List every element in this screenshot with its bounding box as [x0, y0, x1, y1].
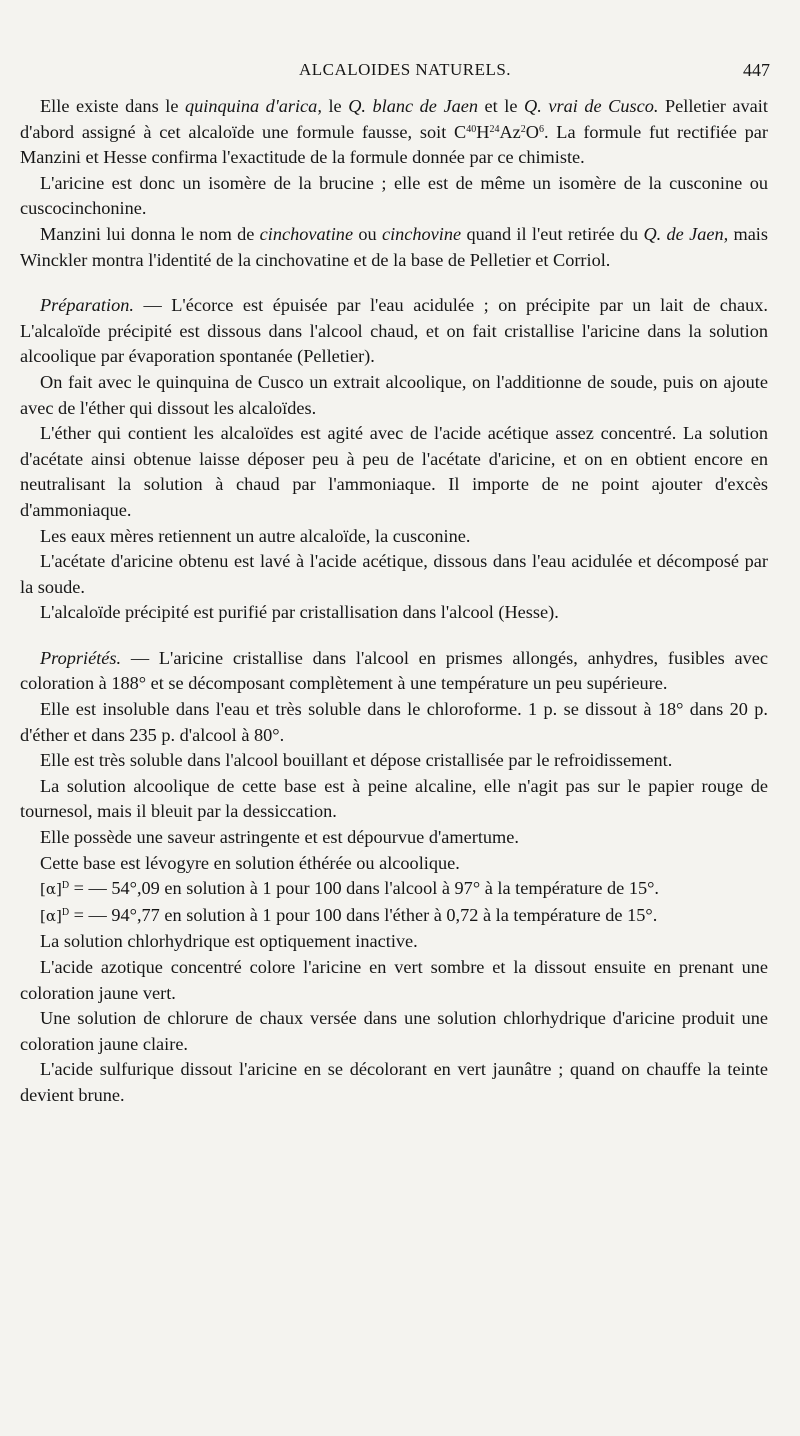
text-run: La solution alcoolique de cette base est à peine alcaline, elle n'agit pas sur le papier rouge de tournesol, mais il bleuit par la dessiccation.	[20, 775, 768, 822]
paragraph-p20	[20, 1006, 768, 1057]
text-run: mais Winckler montra l'identité de la cinchovatine et de la base de Pelletier et Corriol.	[20, 223, 769, 270]
paragraph-p9	[20, 600, 768, 626]
text-run: Une solution de chlorure de chaux versée dans une solution chlorhydrique d'aricine produit une coloration jaune claire.	[20, 1008, 768, 1054]
superscript: D	[61, 880, 70, 892]
text-run: L'acide sulfurique dissout l'aricine en se décolorant en vert jaunâtre ; quand on chauffe la teinte devient brune.	[20, 1059, 768, 1105]
superscript: 2	[520, 123, 526, 135]
text-run: H	[476, 121, 490, 142]
paragraph-p13	[20, 774, 768, 825]
text-run: L'acétate d'aricine obtenu est lavé à l'acide acétique, dissous dans l'eau acidulée et décomposé par la soude.	[20, 551, 768, 597]
text-run: ou	[353, 223, 382, 244]
text-run: quand il l'eut retirée du	[461, 223, 644, 244]
text-run: et le	[477, 96, 525, 116]
paragraph-p8	[20, 549, 768, 600]
body-text	[20, 94, 768, 1109]
superscript: 24	[489, 123, 500, 135]
text-run: La solution chlorhydrique est optiquement inactive.	[40, 931, 418, 952]
paragraph-p12	[20, 748, 768, 774]
text-run: L'aricine est donc un isomère de la brucine ; elle est de même un isomère de la cusconine ou cuscocinchonine.	[20, 172, 768, 219]
paragraph-p5	[20, 370, 768, 421]
paragraph-p6	[20, 421, 768, 523]
text-run: Elle est très soluble dans l'alcool bouillant et dépose cristallisée par le refroidissement.	[40, 750, 673, 771]
italic-text: Q. vrai de Cusco.	[524, 96, 659, 116]
paragraph-p1	[20, 94, 768, 171]
text-run: On fait avec le quinquina de Cusco un extrait alcoolique, on l'additionne de soude, puis on ajoute avec de l'éther qui dissout les alcaloïdes.	[20, 371, 768, 418]
paragraph-p10	[20, 646, 768, 697]
text-run: Elle possède une saveur astringente et est dépourvue d'amertume.	[40, 827, 519, 848]
text-run: O	[525, 121, 539, 142]
italic-text: cinchovine	[381, 223, 462, 244]
text-run: L'alcaloïde précipité est purifié par cristallisation dans l'alcool (Hesse).	[40, 602, 559, 623]
paragraph-p18	[20, 929, 768, 955]
italic-text: Propriétés.	[40, 647, 122, 668]
superscript: D	[61, 906, 70, 918]
text-run: = — 54°,09 en solution à 1 pour 100 dans l'alcool à 97° à la température de 15°.	[69, 878, 660, 899]
text-run: L'acide azotique concentré colore l'aricine en vert sombre et la dissout ensuite en prenant une coloration jaune vert.	[20, 957, 768, 1003]
italic-text: cinchovatine	[259, 223, 354, 244]
running-head	[40, 60, 770, 84]
text-run: L'éther qui contient les alcaloïdes est agité avec de l'acide acétique assez concentré. La solution d'acétate ainsi obtenue laisse déposer peu à peu de l'acétate d'aricine, et on en obtient encore en neutralisant la solution à chaud par l'ammoniaque. Il importe de ne point ajouter d'excès d'ammoniaque.	[20, 423, 768, 520]
text-run: Az	[499, 121, 521, 142]
rotation-symbol: [α]	[40, 906, 62, 925]
italic-text: Q. de Jaen,	[643, 223, 729, 244]
paragraph-p14	[20, 825, 768, 851]
text-run: Elle existe dans le	[40, 96, 185, 116]
paragraph-p4	[20, 293, 768, 370]
paragraph-p11	[20, 697, 768, 748]
text-run: — L'écorce est épuisée par l'eau acidulée ; on précipite par un lait de chaux. L'alcaloïde précipité est dissous dans l'alcool chaud, et on fait cristallise l'aricine dans la solution alcoolique par évaporation spontanée (Pelletier).	[20, 295, 768, 367]
italic-text: quinquina d'arica,	[184, 96, 322, 116]
rotation-symbol: [α]	[40, 880, 62, 899]
text-run: Manzini lui donna le nom de	[40, 223, 260, 244]
paragraph-p7	[20, 524, 768, 550]
running-title: ALCALOIDES NATURELS.	[298, 60, 512, 79]
text-run: Les eaux mères retiennent un autre alcaloïde, la cusconine.	[40, 525, 471, 546]
text-run: = — 94°,77 en solution à 1 pour 100 dans l'éther à 0,72 à la température de 15°.	[69, 904, 658, 925]
paragraph-p3	[20, 222, 768, 273]
superscript: 40	[466, 123, 477, 135]
paragraph-p19	[20, 955, 768, 1006]
text-run: Cette base est lévogyre en solution éthérée ou alcoolique.	[40, 852, 460, 873]
text-run: le	[321, 96, 349, 116]
italic-text: Préparation.	[40, 295, 134, 316]
paragraph-p21	[20, 1057, 768, 1108]
superscript: 6	[538, 123, 544, 135]
text-run: Pelletier avait d'abord assigné à cet alcaloïde une formule fausse, soit C	[20, 96, 768, 142]
paragraph-p2	[20, 171, 768, 222]
page-number: 447	[743, 60, 770, 80]
paragraph-p15	[20, 851, 768, 877]
italic-text: Q. blanc de Jaen	[348, 96, 478, 116]
text-run: — L'aricine cristallise dans l'alcool en prismes allongés, anhydres, fusibles avec coloration à 188° et se décomposant complètement à une température un peu supérieure.	[20, 647, 768, 694]
text-run: Elle est insoluble dans l'eau et très soluble dans le chloroforme. 1 p. se dissout à 18° dans 20 p. d'éther et dans 235 p. d'alcool à 80°.	[20, 699, 768, 745]
paragraph-p17	[20, 903, 768, 930]
text-run: . La formule fut rectifiée par Manzini et Hesse confirma l'exactitude de la formule donnée par ce chimiste.	[20, 121, 768, 168]
paragraph-p16	[20, 876, 768, 903]
